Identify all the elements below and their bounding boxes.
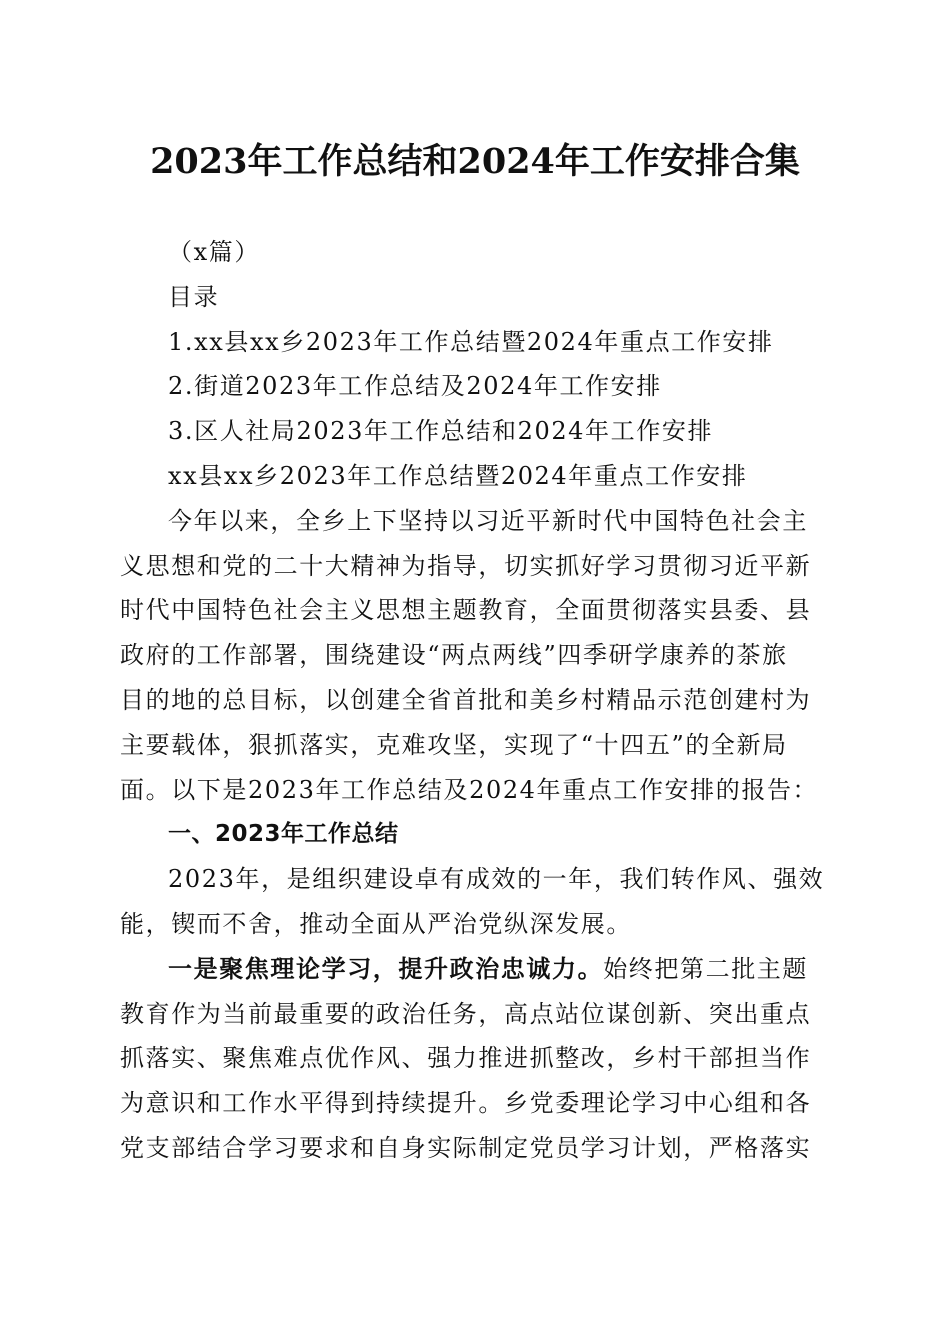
article-title: xx县xx乡2023年工作总结暨2024年重点工作安排 (168, 461, 748, 490)
toc-heading: 目录 (168, 282, 220, 311)
point1-line-3: 抓落实、聚焦难点优作风、强力推进抓整改，乡村干部担当作 (120, 1044, 812, 1073)
toc-item-1[interactable]: 1.xx县xx乡2023年工作总结暨2024年重点工作安排 (168, 327, 774, 356)
toc-item-2[interactable]: 2.街道2023年工作总结及2024年工作安排 (168, 372, 662, 401)
intro-line-5: 目的地的总目标，以创建全省首批和美乡村精品示范创建村为 (120, 685, 812, 714)
section1-intro-line-2: 能，锲而不舍，推动全面从严治党纵深发展。 (120, 909, 632, 938)
point1-first-line (120, 947, 828, 992)
intro-line-1: 今年以来，全乡上下坚持以习近平新时代中国特色社会主 (168, 506, 808, 535)
count-note: （x篇） (168, 238, 260, 266)
toc-item-3[interactable]: 3.区人社局2023年工作总结和2024年工作安排 (168, 417, 714, 446)
section1-heading: 一、2023年工作总结 (168, 821, 399, 848)
intro-line-6: 主要载体，狠抓落实，克难攻坚，实现了“十四五”的全新局 (120, 730, 788, 759)
intro-line-3: 时代中国特色社会主义思想主题教育，全面贯彻落实县委、县 (120, 596, 812, 625)
intro-line-2: 义思想和党的二十大精神为指导，切实抓好学习贯彻习近平新 (120, 551, 812, 580)
point1-lead: 一是聚焦理论学习，提升政治忠诚力。 (168, 953, 604, 983)
section1-intro-line-1: 2023年，是组织建设卓有成效的一年，我们转作风、强效 (168, 865, 825, 894)
point1-first-rest: 始终把第二批主题 (603, 954, 809, 983)
point1-line-5: 党支部结合学习要求和自身实际制定党员学习计划，严格落实 (120, 1133, 812, 1162)
document-body (120, 230, 828, 1171)
point1-line-4: 为意识和工作水平得到持续提升。乡党委理论学习中心组和各 (120, 1089, 812, 1118)
point1-line-2: 教育作为当前最重要的政治任务，高点站位谋创新、突出重点 (120, 999, 812, 1028)
document-title: 2023年工作总结和2024年工作安排合集 (150, 141, 800, 182)
intro-line-7: 面。以下是2023年工作总结及2024年重点工作安排的报告： (120, 775, 819, 804)
intro-line-4: 政府的工作部署，围绕建设“两点两线”四季研学康养的茶旅 (120, 641, 788, 670)
